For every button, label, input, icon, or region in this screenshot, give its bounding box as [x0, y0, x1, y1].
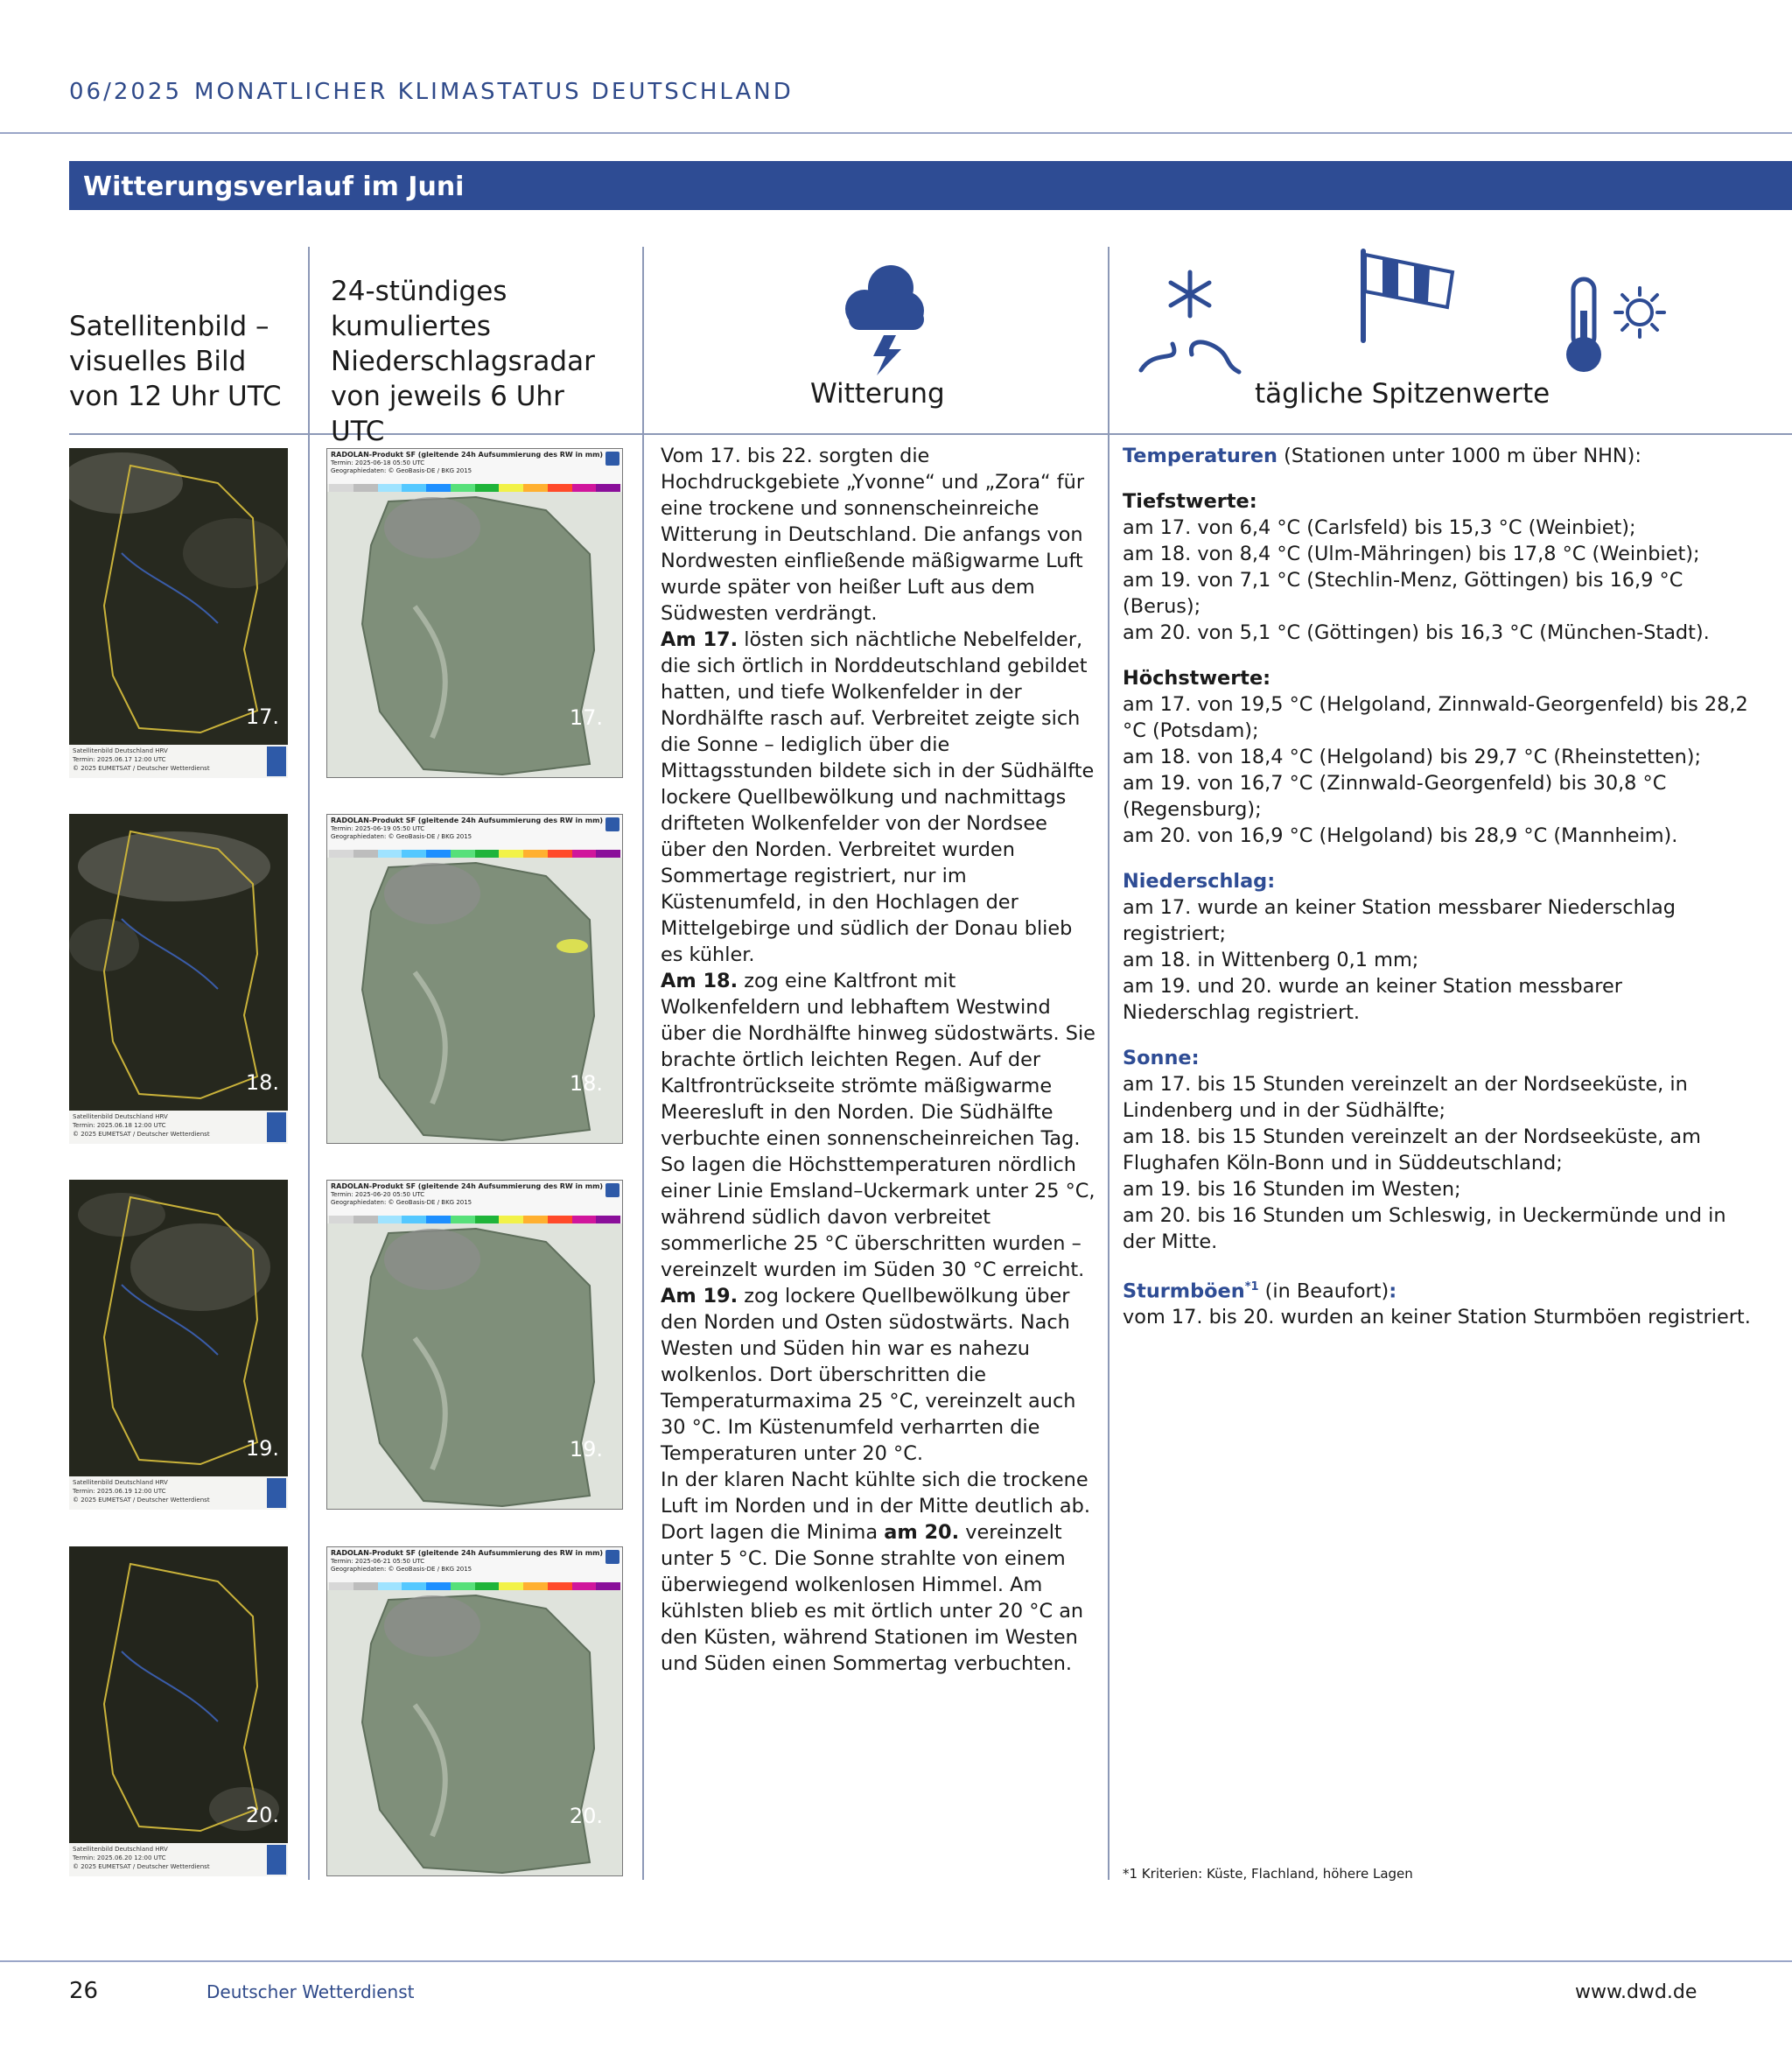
min-block: Tiefstwerte: am 17. von 6,4 °C (Carlsfeld) bis 15,3 °C (Weinbiet); am 18. von 8,4 °C (Ulm-Mähringen) bis 17,8 °C (Weinbiet); am 19. von 7,1 °C (Stechlin-Menz, Göttingen) bis 16,9 °C (Berus); am 20. von 5,1 °C (Göttingen) bis 16,3 °C (München-Stadt). [1123, 488, 1753, 646]
paragraph: Am 18. zog eine Kaltfront mit Wolkenfeldern und lebhaftem Westwind über die Nordhälfte hinweg südostwärts. Sie brachte örtlich leichten Regen. Auf der Kaltfrontrückseite strömte mäßigwarme Meeresluft in den Norden. Die Südhälfte verbuchte einen sonnenscheinreichen Tag. So lagen die Höchsttemperaturen nördlich einer Linie Emsland–Uckermark unter 25 °C, während südlich davon verbreitet sommerliche 25 °C überschritten wurden – vereinzelt wurden im Süden 30 °C erreicht. [661, 970, 1096, 1281]
scale-swatch [354, 1216, 378, 1223]
day-label: 20. [245, 1803, 279, 1827]
paragraph: Am 17. lösten sich nächtliche Nebelfelder, die sich örtlich in Norddeutschland gebildet hatten, und tiefe Wolkenfelder in der Nordhälfte rasch auf. Verbreitet zeigte sich die Sonne – lediglich über die Mittagsstunden bildete sich in der Südhälfte lockere Quellbewölkung und nachmittags drifteten Wolkenfelder von der Nordsee über den Norden. Verbreitet wurden Sommertage registriert, nur im Küstenumfeld, in den Hochlagen der Mittelgebirge und südlich der Donau blieb es kühler. [661, 628, 1095, 966]
dwd-logo-icon [267, 1478, 286, 1508]
scale-swatch [329, 850, 354, 858]
organisation-name: Deutscher Wetterdienst [206, 1981, 415, 2002]
scale-swatch [499, 1582, 523, 1590]
scale-swatch [475, 1216, 500, 1223]
scale-swatch [548, 1582, 572, 1590]
paragraph: Vom 17. bis 22. sorgten die Hochdruckgebiete „Yvonne“ und „Zora“ für eine trockene und sonnenscheinreiche Witterung in Deutschland. Die anfangs von Nordwesten einfließende mäßigwarme Luft wurde später von heißer Luft aus dem Südwesten verdrängt. [661, 445, 1085, 625]
scale-swatch [572, 1216, 597, 1223]
scale-swatch [378, 850, 402, 858]
paragraph: Am 19. zog lockere Quellbewölkung über den Norden und Osten südostwärts. Nach Westen und Süden hin war es nahezu wolkenlos. Dort überschritten die Temperaturmaxima 25 °C, vereinzelt auch 30 °C. Im Küstenumfeld verharrten die Temperaturen unter 20 °C. [661, 1285, 1076, 1465]
radar-header: RADOLAN-Produkt SF (gleitende 24h Aufsummierung des RW in mm) Termin: 2025-06-20 05:50 UTC Geographiedaten: © GeoBasis-DE / BKG 2015 [327, 1181, 622, 1216]
publication-title: MONATLICHER KLIMASTATUS DEUTSCHLAND [194, 79, 794, 105]
radar-image-19 [326, 1180, 623, 1510]
scale-swatch [402, 850, 426, 858]
scale-swatch [354, 1582, 378, 1590]
day-label: 19. [245, 1436, 279, 1461]
scale-swatch [572, 1582, 597, 1590]
snow-road-icon [1138, 267, 1242, 380]
dwd-logo-icon [606, 1550, 620, 1564]
column-head-weather: Witterung [810, 378, 945, 410]
scale-swatch [499, 850, 523, 858]
sun-heading: Sonne: [1123, 1047, 1200, 1069]
satellite-caption: Satellitenbild Deutschland HRV Termin: 2025.06.19 12:00 UTC © 2025 EUMETSAT / Deutscher Wetterdienst [69, 1476, 288, 1510]
precip-block: Niederschlag: am 17. wurde an keiner Station messbarer Niederschlag registriert; am 18. in Wittenberg 0,1 mm; am 19. und 20. wurde an keiner Station messbarer Niederschlag registriert. [1123, 868, 1753, 1026]
scale-swatch [402, 1216, 426, 1223]
radar-header: RADOLAN-Produkt SF (gleitende 24h Aufsummierung des RW in mm) Termin: 2025-06-21 05:50 UTC Geographiedaten: © GeoBasis-DE / BKG 2015 [327, 1547, 622, 1582]
scale-swatch [475, 484, 500, 492]
scale-swatch [329, 1216, 354, 1223]
scale-swatch [402, 1582, 426, 1590]
max-block: Höchstwerte: am 17. von 19,5 °C (Helgoland, Zinnwald-Georgenfeld) bis 28,2 °C (Potsdam); am 18. von 18,4 °C (Helgoland) bis 29,7 °C (Rheinstetten); am 19. von 16,7 °C (Zinnwald-Georgenfeld) bis 30,8 °C (Regensburg); am 20. von 16,9 °C (Helgoland) bis 28,9 °C (Mannheim). [1123, 665, 1753, 849]
scale-swatch [378, 1582, 402, 1590]
thundercloud-icon [840, 258, 928, 380]
day-label: 19. [569, 1437, 603, 1462]
dwd-logo-icon [267, 1845, 286, 1875]
scale-swatch [451, 1216, 475, 1223]
sun-block: Sonne: am 17. bis 15 Stunden vereinzelt an der Nordseeküste, in Lindenberg und in der Südhälfte; am 18. bis 15 Stunden vereinzelt an der Nordseeküste, am Flughafen Köln-Bonn und in Süddeutschland; am 19. bis 16 Stunden im Westen; am 20. bis 16 Stunden um Schleswig, in Ueckermünde und in der Mitte. [1123, 1045, 1753, 1255]
scale-swatch [402, 484, 426, 492]
scale-swatch [426, 1216, 451, 1223]
header-row-divider [69, 433, 1792, 435]
footer-divider [0, 1960, 1792, 1962]
column-head-peaks: tägliche Spitzenwerte [1255, 378, 1550, 410]
scale-swatch [548, 850, 572, 858]
daily-peaks [1123, 443, 1753, 1349]
satellite-caption: Satellitenbild Deutschland HRV Termin: 2025.06.18 12:00 UTC © 2025 EUMETSAT / Deutscher Wetterdienst [69, 1111, 288, 1144]
scale-swatch [378, 484, 402, 492]
scale-swatch [523, 1582, 548, 1590]
scale-swatch [572, 484, 597, 492]
section-banner [69, 161, 1792, 210]
dwd-logo-icon [606, 817, 620, 831]
radar-color-scale [329, 484, 620, 492]
header-divider [0, 132, 1792, 134]
radar-color-scale [329, 850, 620, 858]
weather-narrative [661, 443, 1098, 1677]
scale-swatch [499, 1216, 523, 1223]
scale-swatch [475, 850, 500, 858]
dwd-logo-icon [606, 452, 620, 466]
gust-block: Sturmböen$^{*1}$ (in Beaufort): vom 17. bis 20. wurden an keiner Station Sturmböen registriert. [1123, 1279, 1751, 1329]
scale-swatch [475, 1582, 500, 1590]
day-label: 18. [569, 1071, 603, 1096]
scale-swatch [596, 850, 620, 858]
dwd-logo-icon [267, 1112, 286, 1142]
scale-swatch [451, 484, 475, 492]
scale-swatch [572, 850, 597, 858]
scale-swatch [523, 1216, 548, 1223]
column-head-satellite: Satellitenbild – visuelles Bild von 12 Uhr UTC [69, 311, 282, 412]
max-heading: Höchstwerte: [1123, 667, 1271, 690]
scale-swatch [499, 484, 523, 492]
website-link[interactable]: www.dwd.de [1575, 1981, 1698, 2003]
satellite-image-20 [69, 1546, 288, 1876]
radar-image-18 [326, 814, 623, 1144]
dwd-logo-icon [267, 747, 286, 776]
scale-swatch [354, 850, 378, 858]
scale-swatch [329, 1582, 354, 1590]
scale-swatch [523, 484, 548, 492]
scale-swatch [451, 850, 475, 858]
day-label: 18. [245, 1070, 279, 1095]
column-divider [308, 247, 310, 1880]
running-header [69, 79, 794, 105]
scale-swatch [451, 1582, 475, 1590]
issue-number: 06/2025 [69, 79, 183, 105]
windsock-icon [1356, 248, 1461, 347]
radar-color-scale [329, 1216, 620, 1223]
scale-swatch [596, 1582, 620, 1590]
scale-swatch [596, 484, 620, 492]
gust-heading: Sturmböen [1123, 1279, 1245, 1303]
scale-swatch [426, 850, 451, 858]
scale-swatch [329, 484, 354, 492]
precip-heading: Niederschlag: [1123, 870, 1276, 893]
satellite-image-18 [69, 814, 288, 1144]
scale-swatch [548, 1216, 572, 1223]
scale-swatch [596, 1216, 620, 1223]
radar-image-20 [326, 1546, 623, 1876]
radar-header: RADOLAN-Produkt SF (gleitende 24h Aufsummierung des RW in mm) Termin: 2025-06-18 05:50 UTC Geographiedaten: © GeoBasis-DE / BKG 2015 [327, 449, 622, 484]
scale-swatch [426, 484, 451, 492]
scale-swatch [523, 850, 548, 858]
scale-swatch [354, 484, 378, 492]
scale-swatch [378, 1216, 402, 1223]
radar-color-scale [329, 1582, 620, 1590]
footnote: *1 Kriterien: Küste, Flachland, höhere Lagen [1123, 1866, 1413, 1882]
column-divider [642, 247, 644, 1880]
radar-image-17 [326, 448, 623, 778]
min-heading: Tiefstwerte: [1123, 490, 1257, 513]
satellite-image-17 [69, 448, 288, 778]
satellite-caption: Satellitenbild Deutschland HRV Termin: 2025.06.20 12:00 UTC © 2025 EUMETSAT / Deutscher Wetterdienst [69, 1843, 288, 1876]
temperature-heading: Temperaturen [1123, 445, 1278, 467]
section-title: Witterungsverlauf im Juni [83, 172, 465, 202]
column-head-radar: 24-stündiges kumuliertes Niederschlagsradar von jeweils 6 Uhr UTC [331, 276, 595, 447]
page-number: 26 [69, 1978, 99, 2004]
day-label: 17. [245, 705, 279, 729]
satellite-image-19 [69, 1180, 288, 1510]
day-label: 17. [569, 705, 603, 730]
dwd-logo-icon [606, 1183, 620, 1197]
paragraph: In der klaren Nacht kühlte sich die trockene Luft im Norden und in der Mitte deutlich ab. Dort lagen die Minima am 20. vereinzelt unter 5 °C. Die Sonne strahlte von einem überwiegend wolkenlosen Himmel. Am kühlsten blieb es mit örtlich unter 20 °C an den Küsten, während Stationen im Westen und Süden einen Sommertag verbuchten. [661, 1469, 1090, 1675]
radar-header: RADOLAN-Produkt SF (gleitende 24h Aufsummierung des RW in mm) Termin: 2025-06-19 05:50 UTC Geographiedaten: © GeoBasis-DE / BKG 2015 [327, 815, 622, 850]
temperature-block: Temperaturen (Stationen unter 1000 m über NHN): [1123, 445, 1642, 467]
thermometer-sun-icon [1558, 276, 1671, 380]
scale-swatch [426, 1582, 451, 1590]
column-divider [1108, 247, 1110, 1880]
day-label: 20. [569, 1804, 603, 1828]
scale-swatch [548, 484, 572, 492]
satellite-caption: Satellitenbild Deutschland HRV Termin: 2025.06.17 12:00 UTC © 2025 EUMETSAT / Deutscher Wetterdienst [69, 745, 288, 778]
